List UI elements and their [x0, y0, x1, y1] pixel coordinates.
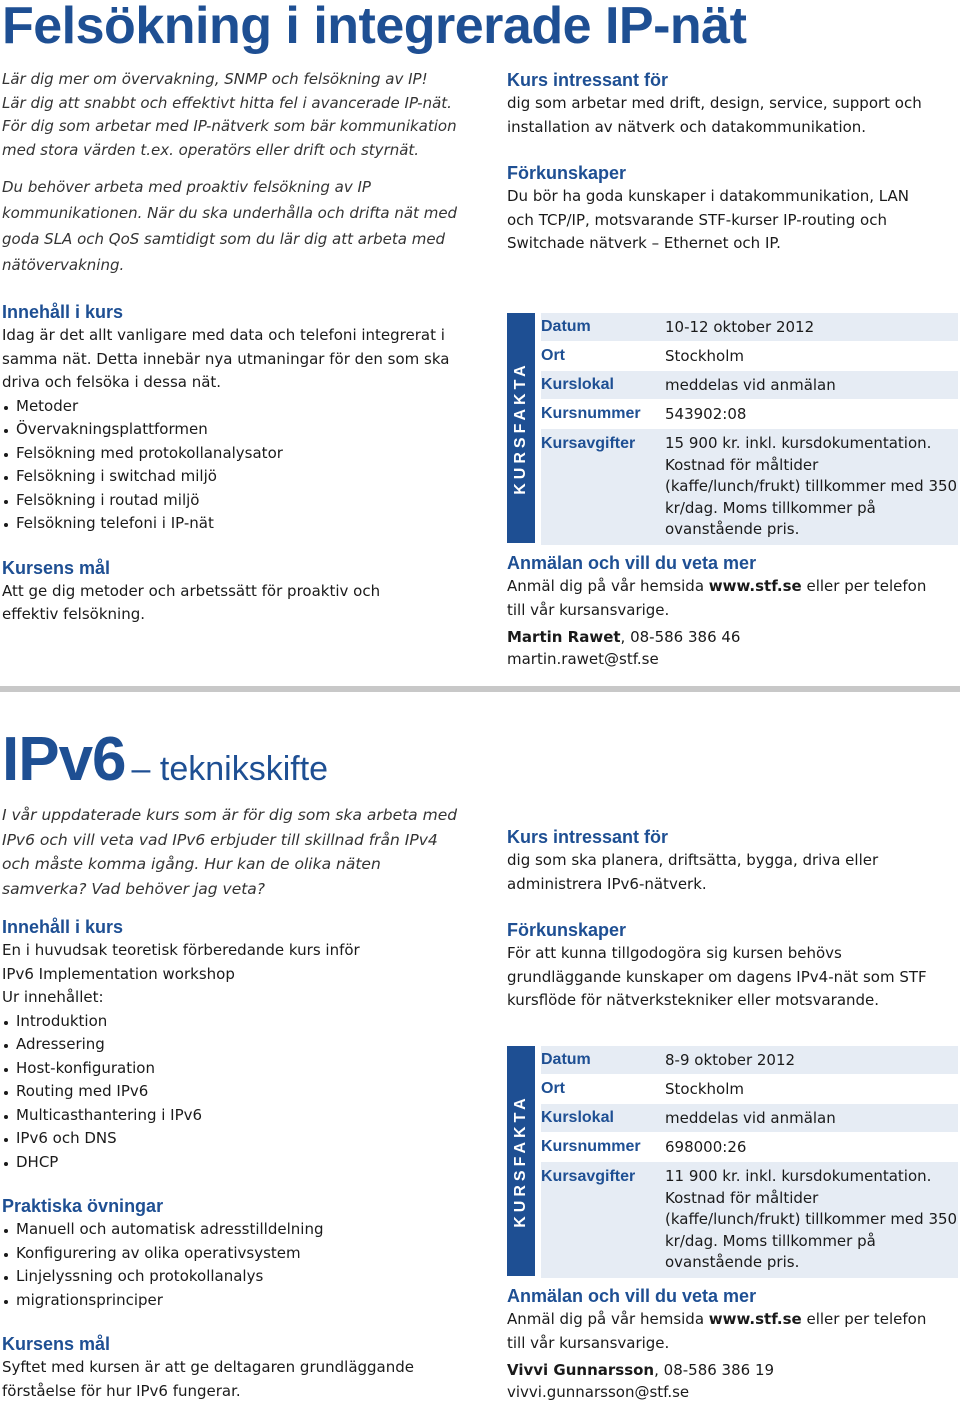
course2-title-main: IPv6 — [2, 725, 126, 794]
signup-text-pre: Anmäl dig på vår hemsida — [507, 1310, 709, 1328]
facts-value: meddelas vid anmälan — [665, 376, 836, 394]
facts-band — [507, 313, 535, 543]
facts-value: 11 900 kr. inkl. kursdokumentation. Kostnad för måltider (kaffe/lunch/frukt) tillkommer med 350 kr/dag. Moms tillkommer på ovanstående pris. — [665, 1167, 958, 1271]
facts-rows — [541, 313, 958, 546]
facts-band-label: KURSFAKTA — [512, 361, 529, 495]
signup-text-post: eller per telefon till vår kursansvarige. — [507, 577, 927, 619]
facts-label: Kursnummer — [541, 405, 641, 422]
contact-name: Vivvi Gunnarsson — [507, 1361, 655, 1379]
course1-facts-box — [507, 313, 958, 543]
facts-value: 15 900 kr. inkl. kursdokumentation. Kostnad för måltider (kaffe/lunch/frukt) tillkommer med 350 kr/dag. Moms tillkommer på ovanstående pris. — [665, 434, 958, 538]
list-item: migrationsprinciper — [2, 1289, 472, 1313]
course1-content-heading: Innehåll i kurs — [2, 302, 124, 322]
contact-email[interactable]: vivvi.gunnarsson@stf.se — [507, 1383, 690, 1401]
course1-signup — [507, 551, 952, 670]
facts-label: Ort — [541, 1080, 565, 1097]
facts-band-label: KURSFAKTA — [512, 1094, 529, 1228]
facts-value: 8-9 oktober 2012 — [665, 1051, 796, 1069]
facts-row-room — [541, 1104, 958, 1133]
facts-value: 698000:26 — [665, 1138, 747, 1156]
list-item: DHCP — [2, 1151, 472, 1175]
course1-left-column — [2, 68, 472, 627]
course1-prereq-text: Du bör ha goda kunskaper i datakommunikation, LAN och TCP/IP, motsvarande STF-kurser IP-routing och Switchade nätverk – Ethernet och IP. — [507, 187, 909, 252]
course2-prereq-text: För att kunna tillgodogöra sig kursen behövs grundläggande kunskaper om dagens IPv4-nät som STF kursflöde för nätverkstekniker eller motsvarande. — [507, 944, 927, 1009]
list-item: Felsökning med protokollanalysator — [2, 442, 472, 466]
facts-value: Stockholm — [665, 347, 744, 365]
facts-row-place — [541, 342, 958, 371]
course2-content-list — [2, 1010, 472, 1175]
facts-row-fee — [541, 1162, 958, 1279]
list-item: Felsökning i switchad miljö — [2, 465, 472, 489]
list-item: Adressering — [2, 1033, 472, 1057]
list-item: IPv6 och DNS — [2, 1127, 472, 1151]
website-link[interactable]: www.stf.se — [708, 577, 802, 595]
facts-row-number — [541, 400, 958, 429]
course2-exercises-list — [2, 1218, 472, 1312]
course2-intro: I vår uppdaterade kurs som är för dig som ska arbeta med IPv6 och vill veta vad IPv6 erbjuder till skillnad från IPv4 och måste komma igång. Hur kan de olika näten samverka? Vad behöver jag veta? — [2, 806, 458, 898]
course1-contact — [507, 626, 952, 648]
course1-signup-heading: Anmälan och vill du veta mer — [507, 553, 757, 573]
signup-text-pre: Anmäl dig på vår hemsida — [507, 577, 709, 595]
course2-right-column — [507, 825, 952, 1013]
course2-signup-heading: Anmälan och vill du veta mer — [507, 1286, 757, 1306]
course2-goal-heading: Kursens mål — [2, 1334, 111, 1354]
course2-goal-text: Syftet med kursen är att ge deltagaren grundläggande förståelse för hur IPv6 fungerar. — [2, 1358, 415, 1400]
course2-content-text2: Ur innehållet: — [2, 988, 104, 1006]
course2-content-text1: En i huvudsak teoretisk förberedande kurs inför IPv6 Implementation workshop — [2, 941, 360, 983]
facts-row-number — [541, 1133, 958, 1162]
course1-audience-text: dig som arbetar med drift, design, service, support och installation av nätverk och datakommunikation. — [507, 94, 922, 136]
course1-content-list — [2, 395, 472, 536]
facts-label: Kurslokal — [541, 376, 614, 393]
facts-row-date — [541, 1046, 958, 1075]
course2-prereq-heading: Förkunskaper — [507, 920, 627, 940]
facts-value: meddelas vid anmälan — [665, 1109, 836, 1127]
facts-label: Ort — [541, 347, 565, 364]
course1-intro-2: Lär dig att snabbt och effektivt hitta fel i avancerade IP-nät. För dig som arbetar med IP-nätverk som bär kommunikation med stora värden t.ex. operatörs eller drift och styrnät. — [2, 93, 457, 159]
course1-goal-heading: Kursens mål — [2, 557, 111, 578]
course2-contact — [507, 1359, 952, 1381]
course1-goal-text: Att ge dig metoder och arbetssätt för proaktiv och effektiv felsökning. — [2, 581, 381, 623]
facts-row-room — [541, 371, 958, 400]
course1-right-column — [507, 68, 952, 256]
facts-label: Kursavgifter — [541, 435, 636, 452]
course2-title-sub: – teknikskifte — [131, 750, 329, 788]
list-item: Host-konfiguration — [2, 1057, 472, 1081]
website-link[interactable]: www.stf.se — [708, 1310, 802, 1328]
course2-facts-box — [507, 1046, 958, 1276]
facts-band — [507, 1046, 535, 1276]
contact-phone: , 08-586 386 19 — [654, 1361, 775, 1379]
course1-audience-heading: Kurs intressant för — [507, 70, 669, 90]
facts-value: Stockholm — [665, 1080, 744, 1098]
contact-email[interactable]: martin.rawet@stf.se — [507, 650, 659, 668]
facts-label: Kurslokal — [541, 1109, 614, 1126]
list-item: Manuell och automatisk adresstilldelning — [2, 1218, 472, 1242]
course1-intro-3: Du behöver arbeta med proaktiv felsökning av IP kommunikationen. När du ska underhålla och drifta nät med goda SLA och QoS samtidigt som du lär dig att arbeta med nätövervakning. — [2, 178, 458, 274]
course1-signup-text — [507, 575, 947, 622]
section-divider — [0, 686, 960, 692]
list-item: Multicasthantering i IPv6 — [2, 1104, 472, 1128]
course2-audience-text: dig som ska planera, driftsätta, bygga, driva eller administrera IPv6-nätverk. — [507, 851, 879, 893]
course2-title — [2, 724, 328, 795]
facts-label: Kursavgifter — [541, 1168, 636, 1185]
facts-row-fee — [541, 429, 958, 546]
signup-text-post: eller per telefon till vår kursansvarige. — [507, 1310, 927, 1352]
course1-title: Felsökning i integrerade IP-nät — [2, 0, 747, 55]
course2-signup-text — [507, 1308, 947, 1355]
course2-audience-heading: Kurs intressant för — [507, 827, 669, 847]
list-item: Felsökning i routad miljö — [2, 489, 472, 513]
facts-label: Datum — [541, 318, 591, 335]
course2-content-heading: Innehåll i kurs — [2, 917, 124, 937]
list-item: Routing med IPv6 — [2, 1080, 472, 1104]
course2-signup — [507, 1284, 952, 1403]
list-item: Linjelyssning och protokollanalys — [2, 1265, 472, 1289]
course1-intro-1: Lär dig mer om övervakning, SNMP och felsökning av IP! — [2, 70, 428, 88]
course1-content-text: Idag är det allt vanligare med data och telefoni integrerat i samma nät. Detta innebär nya utmaningar för den som ska driva och felsöka i dessa nät. — [2, 326, 450, 391]
course2-exercises-heading: Praktiska övningar — [2, 1196, 164, 1216]
contact-name: Martin Rawet — [507, 628, 621, 646]
facts-value: 543902:08 — [665, 405, 747, 423]
list-item: Metoder — [2, 395, 472, 419]
list-item: Konfigurering av olika operativsystem — [2, 1242, 472, 1266]
facts-row-date — [541, 313, 958, 342]
facts-rows — [541, 1046, 958, 1279]
facts-value: 10-12 oktober 2012 — [665, 318, 815, 336]
facts-row-place — [541, 1075, 958, 1104]
course1-prereq-heading: Förkunskaper — [507, 163, 627, 183]
facts-label: Datum — [541, 1051, 591, 1068]
facts-label: Kursnummer — [541, 1138, 641, 1155]
course2-left-column — [2, 803, 472, 1403]
list-item: Övervakningsplattformen — [2, 418, 472, 442]
list-item: Introduktion — [2, 1010, 472, 1034]
contact-phone: , 08-586 386 46 — [620, 628, 741, 646]
list-item: Felsökning telefoni i IP-nät — [2, 512, 472, 536]
